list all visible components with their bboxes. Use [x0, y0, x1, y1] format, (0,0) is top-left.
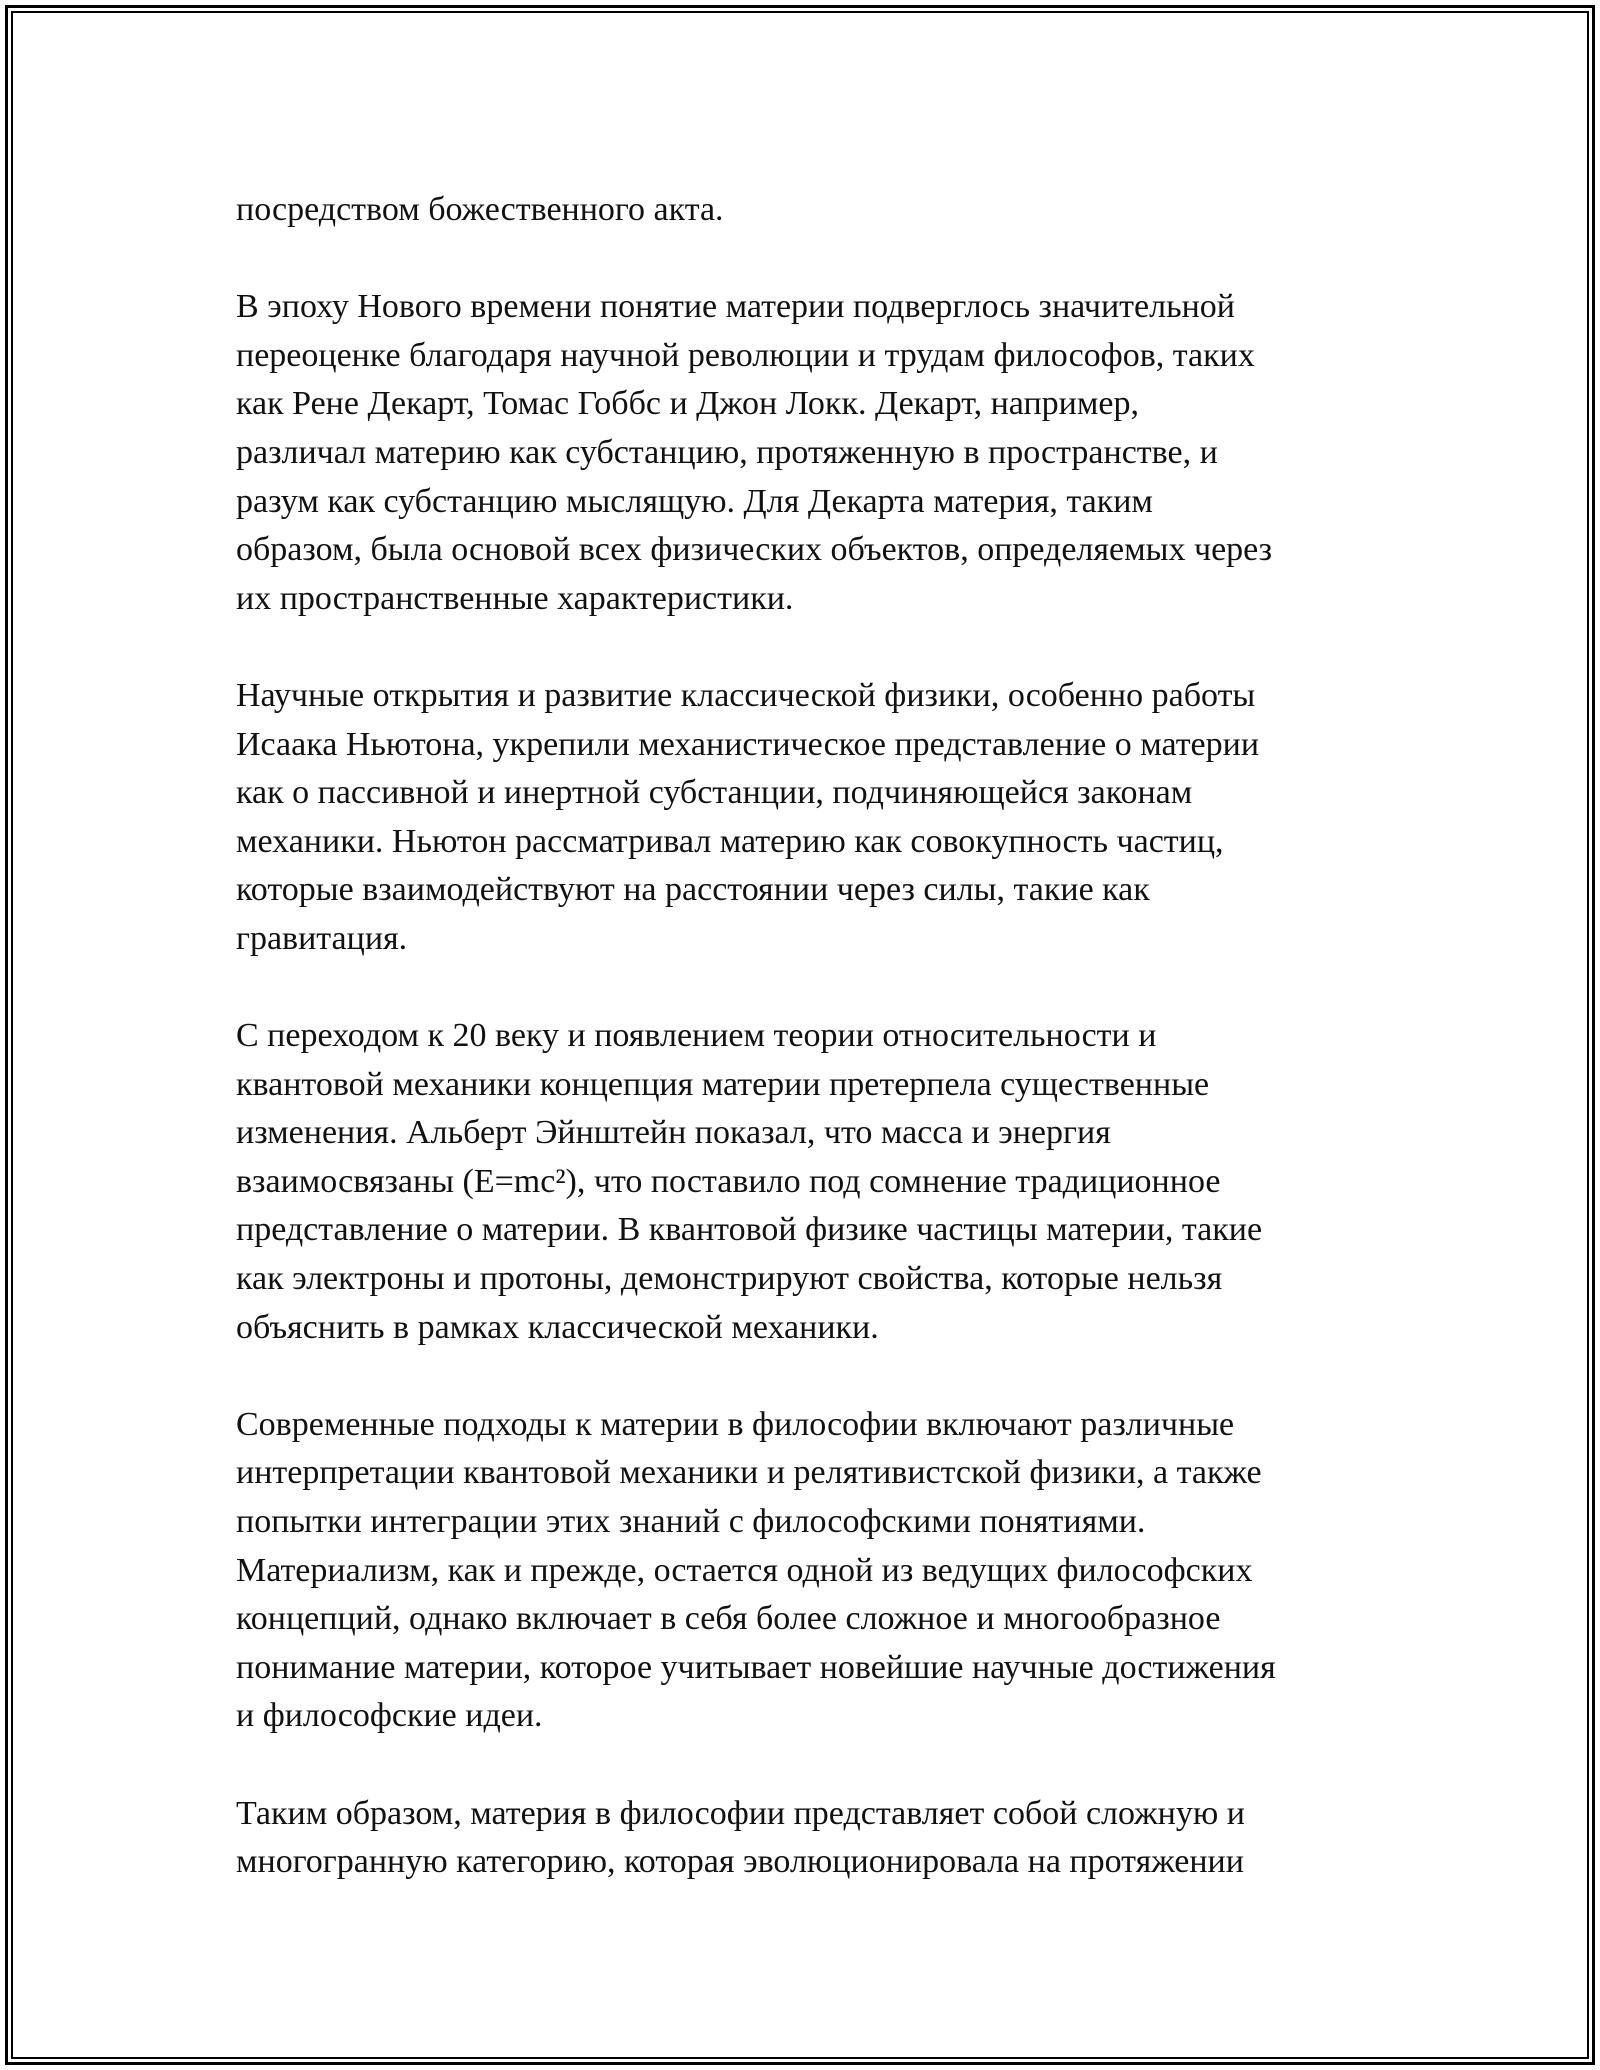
text-line: образом, была основой всех физических объектов, определяемых через: [236, 531, 1273, 569]
text-line: С переходом к 20 веку и появлением теории относительности и: [236, 1017, 1157, 1055]
text-line: и философские идеи.: [236, 1697, 543, 1735]
text-line: попытки интеграции этих знаний с философскими понятиями.: [236, 1503, 1146, 1541]
paragraph-1: [236, 186, 1426, 235]
text-line: В эпоху Нового времени понятие материи подверглось значительной: [236, 288, 1235, 326]
text-line: как Рене Декарт, Томас Гоббс и Джон Локк. Декарт, например,: [236, 385, 1139, 423]
text-line: Современные подходы к материи в философии включают различные: [236, 1405, 1235, 1443]
text-line: интерпретации квантовой механики и релятивистской физики, а также: [236, 1454, 1262, 1492]
text-line: различал материю как субстанцию, протяженную в пространстве, и: [236, 433, 1218, 471]
text-line: посредством божественного акта.: [236, 191, 724, 228]
text-line: механики. Ньютон рассматривал материю как совокупность частиц,: [236, 822, 1224, 860]
text-line: Научные открытия и развитие классической физики, особенно работы: [236, 676, 1256, 714]
text-line: как о пассивной и инертной субстанции, подчиняющейся законам: [236, 774, 1193, 812]
text-line: гравитация.: [236, 919, 408, 957]
text-line: переоценке благодаря научной революции и трудам философов, таких: [236, 336, 1255, 374]
paragraph-4: [236, 1012, 1426, 1352]
text-line: их пространственные характеристики.: [236, 579, 794, 617]
text-line: Исаака Ньютона, укрепили механистическое представление о материи: [236, 725, 1260, 763]
text-line: Таким образом, материя в философии представляет собой сложную и: [236, 1794, 1245, 1832]
text-line: квантовой механики концепция материи претерпела существенные: [236, 1065, 1210, 1103]
text-line: которые взаимодействуют на расстоянии через силы, такие как: [236, 871, 1150, 909]
text-line: Материализм, как и прежде, остается одной из ведущих философских: [236, 1551, 1253, 1589]
paragraph-6: [236, 1790, 1426, 1887]
text-line: концепций, однако включает в себя более сложное и многообразное: [236, 1600, 1221, 1638]
text-line: изменения. Альберт Эйнштейн показал, что масса и энергия: [236, 1114, 1111, 1152]
text-line: взаимосвязаны (E=mc²), что поставило под сомнение традиционное: [236, 1162, 1221, 1200]
text-line: понимание материи, которое учитывает новейшие научные достижения: [236, 1648, 1276, 1686]
paragraph-5: [236, 1401, 1426, 1741]
text-line: как электроны и протоны, демонстрируют свойства, которые нельзя: [236, 1260, 1223, 1298]
text-line: представление о материи. В квантовой физике частицы материи, такие: [236, 1211, 1263, 1249]
document-body: [236, 186, 1426, 1935]
paragraph-2: [236, 283, 1426, 623]
text-line: разум как субстанцию мыслящую. Для Декарта материя, таким: [236, 482, 1153, 520]
paragraph-3: [236, 672, 1426, 964]
text-line: объяснить в рамках классической механики.: [236, 1308, 879, 1346]
text-line: многогранную категорию, которая эволюционировала на протяжении: [236, 1843, 1244, 1881]
